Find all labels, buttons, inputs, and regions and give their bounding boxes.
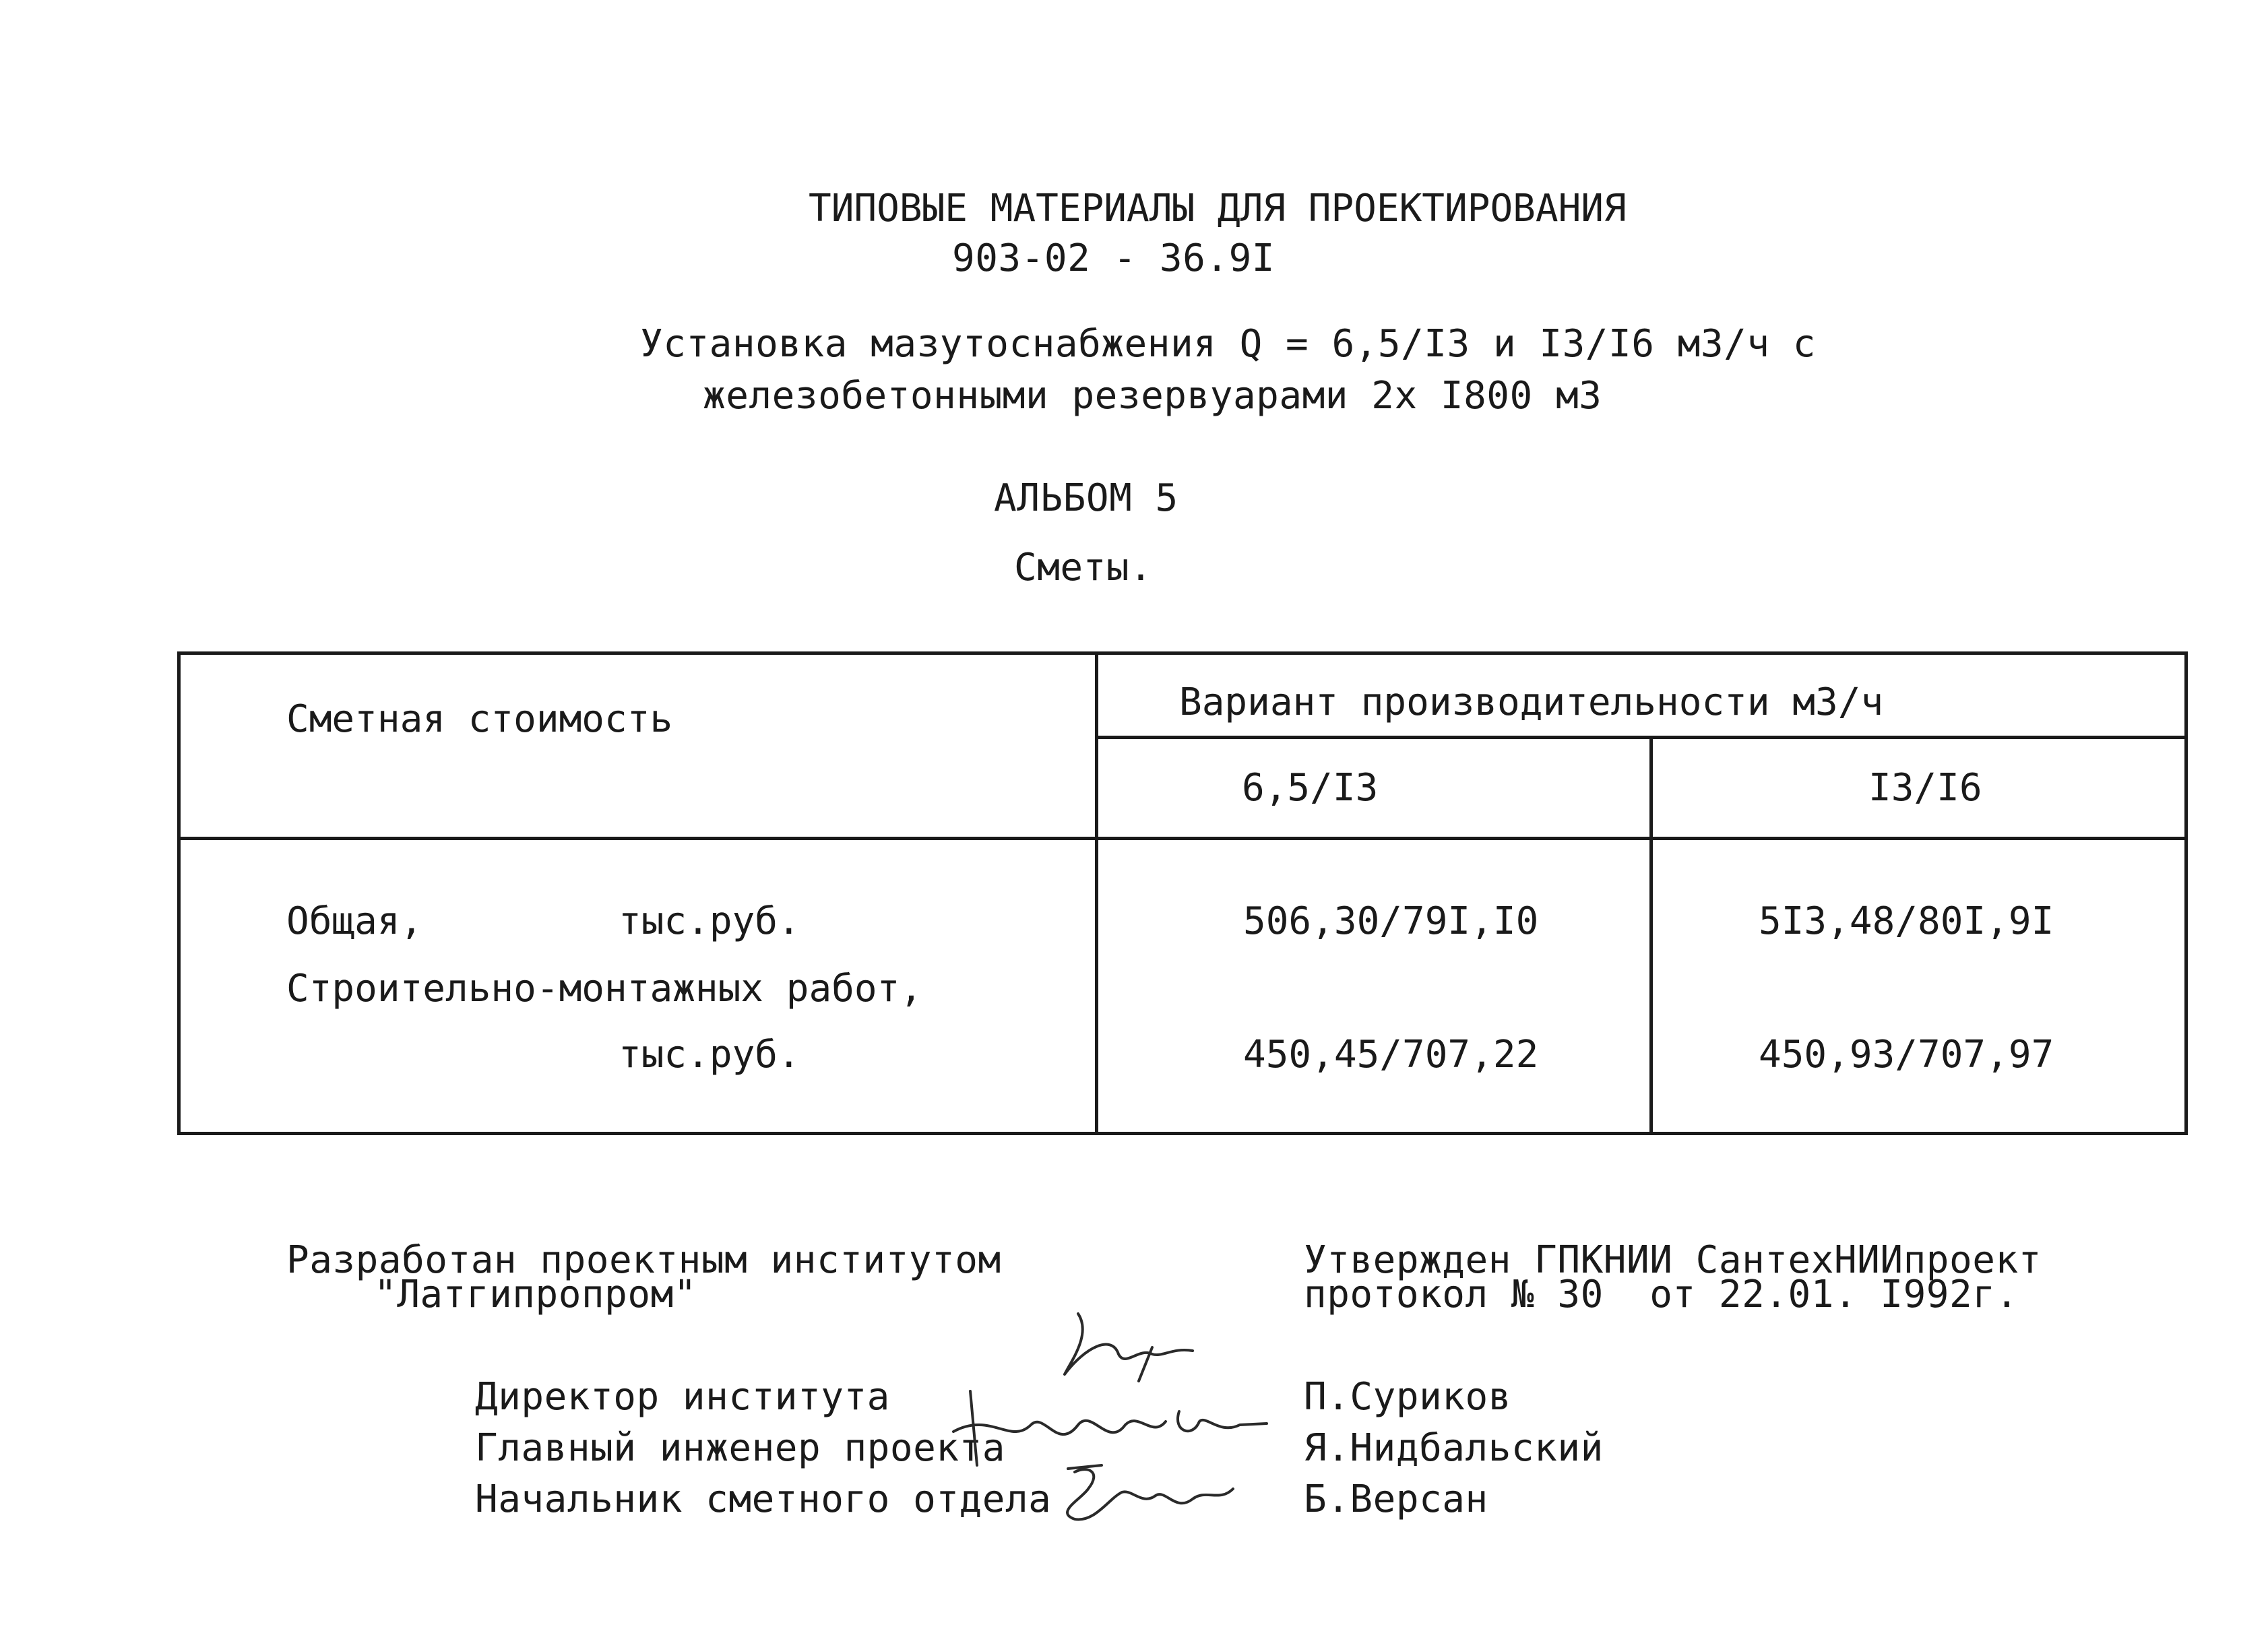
document-title: ТИПОВЫЕ МАТЕРИАЛЫ ДЛЯ ПРОЕКТИРОВАНИЯ xyxy=(809,187,1627,230)
table-col-divider-2 xyxy=(1649,736,1653,1135)
row-total-unit: тыс.руб. xyxy=(619,899,800,943)
signatory-name-chief-engineer: Я.Нидбальский xyxy=(1304,1426,1604,1470)
row-construction-unit: тыс.руб. xyxy=(619,1033,800,1077)
album-number: АЛЬБОМ 5 xyxy=(994,476,1178,520)
approved-by-line-2: протокол № 30 от 22.01. I992г. xyxy=(1304,1273,2019,1316)
subject-line-1: Установка мазутоснабжения Q = 6,5/I3 и I3/I6 м3/ч с xyxy=(640,322,1816,366)
signatory-position-chief-engineer: Главный инженер проекта xyxy=(475,1426,1005,1470)
document-code: 903-02 - 36.9I xyxy=(952,236,1275,280)
signatory-name-director: П.Суриков xyxy=(1304,1375,1511,1419)
signatory-name-estimate-head: Б.Версан xyxy=(1304,1477,1488,1521)
album-title: Сметы. xyxy=(1014,546,1153,589)
developed-by-line-2: "Латгипропром" xyxy=(374,1273,697,1316)
signature-estimate-head xyxy=(1048,1459,1250,1533)
approved-by-line-1: Утвержден ГПКНИИ СантехНИИпроект xyxy=(1304,1238,2042,1282)
row-total-value-1: 506,30/79I,I0 xyxy=(1243,899,1539,943)
row-total-label: Общая, xyxy=(286,899,423,943)
row-total-value-2: 5I3,48/80I,9I xyxy=(1759,899,2054,943)
signatory-position-estimate-head: Начальник сметного отдела xyxy=(475,1477,1052,1521)
table-header-variant-2: I3/I6 xyxy=(1868,766,1982,810)
row-construction-value-2: 450,93/707,97 xyxy=(1759,1033,2054,1077)
developed-by-line-1: Разработан проектным институтом xyxy=(286,1238,1001,1282)
table-header-divider xyxy=(177,837,2188,840)
subject-line-2: железобетонными резервуарами 2х I800 м3 xyxy=(703,374,1602,418)
row-construction-label: Строительно-монтажных работ, xyxy=(286,967,923,1011)
table-variant-divider xyxy=(1095,736,2188,739)
table-col-divider-1 xyxy=(1095,651,1098,1135)
signatory-position-director: Директор института xyxy=(475,1375,890,1419)
table-header-variant: Вариант производительности м3/ч xyxy=(1179,680,1884,724)
row-construction-value-1: 450,45/707,22 xyxy=(1243,1033,1539,1077)
table-header-cost: Сметная стоимость xyxy=(286,697,673,741)
table-header-variant-1: 6,5/I3 xyxy=(1242,766,1379,810)
